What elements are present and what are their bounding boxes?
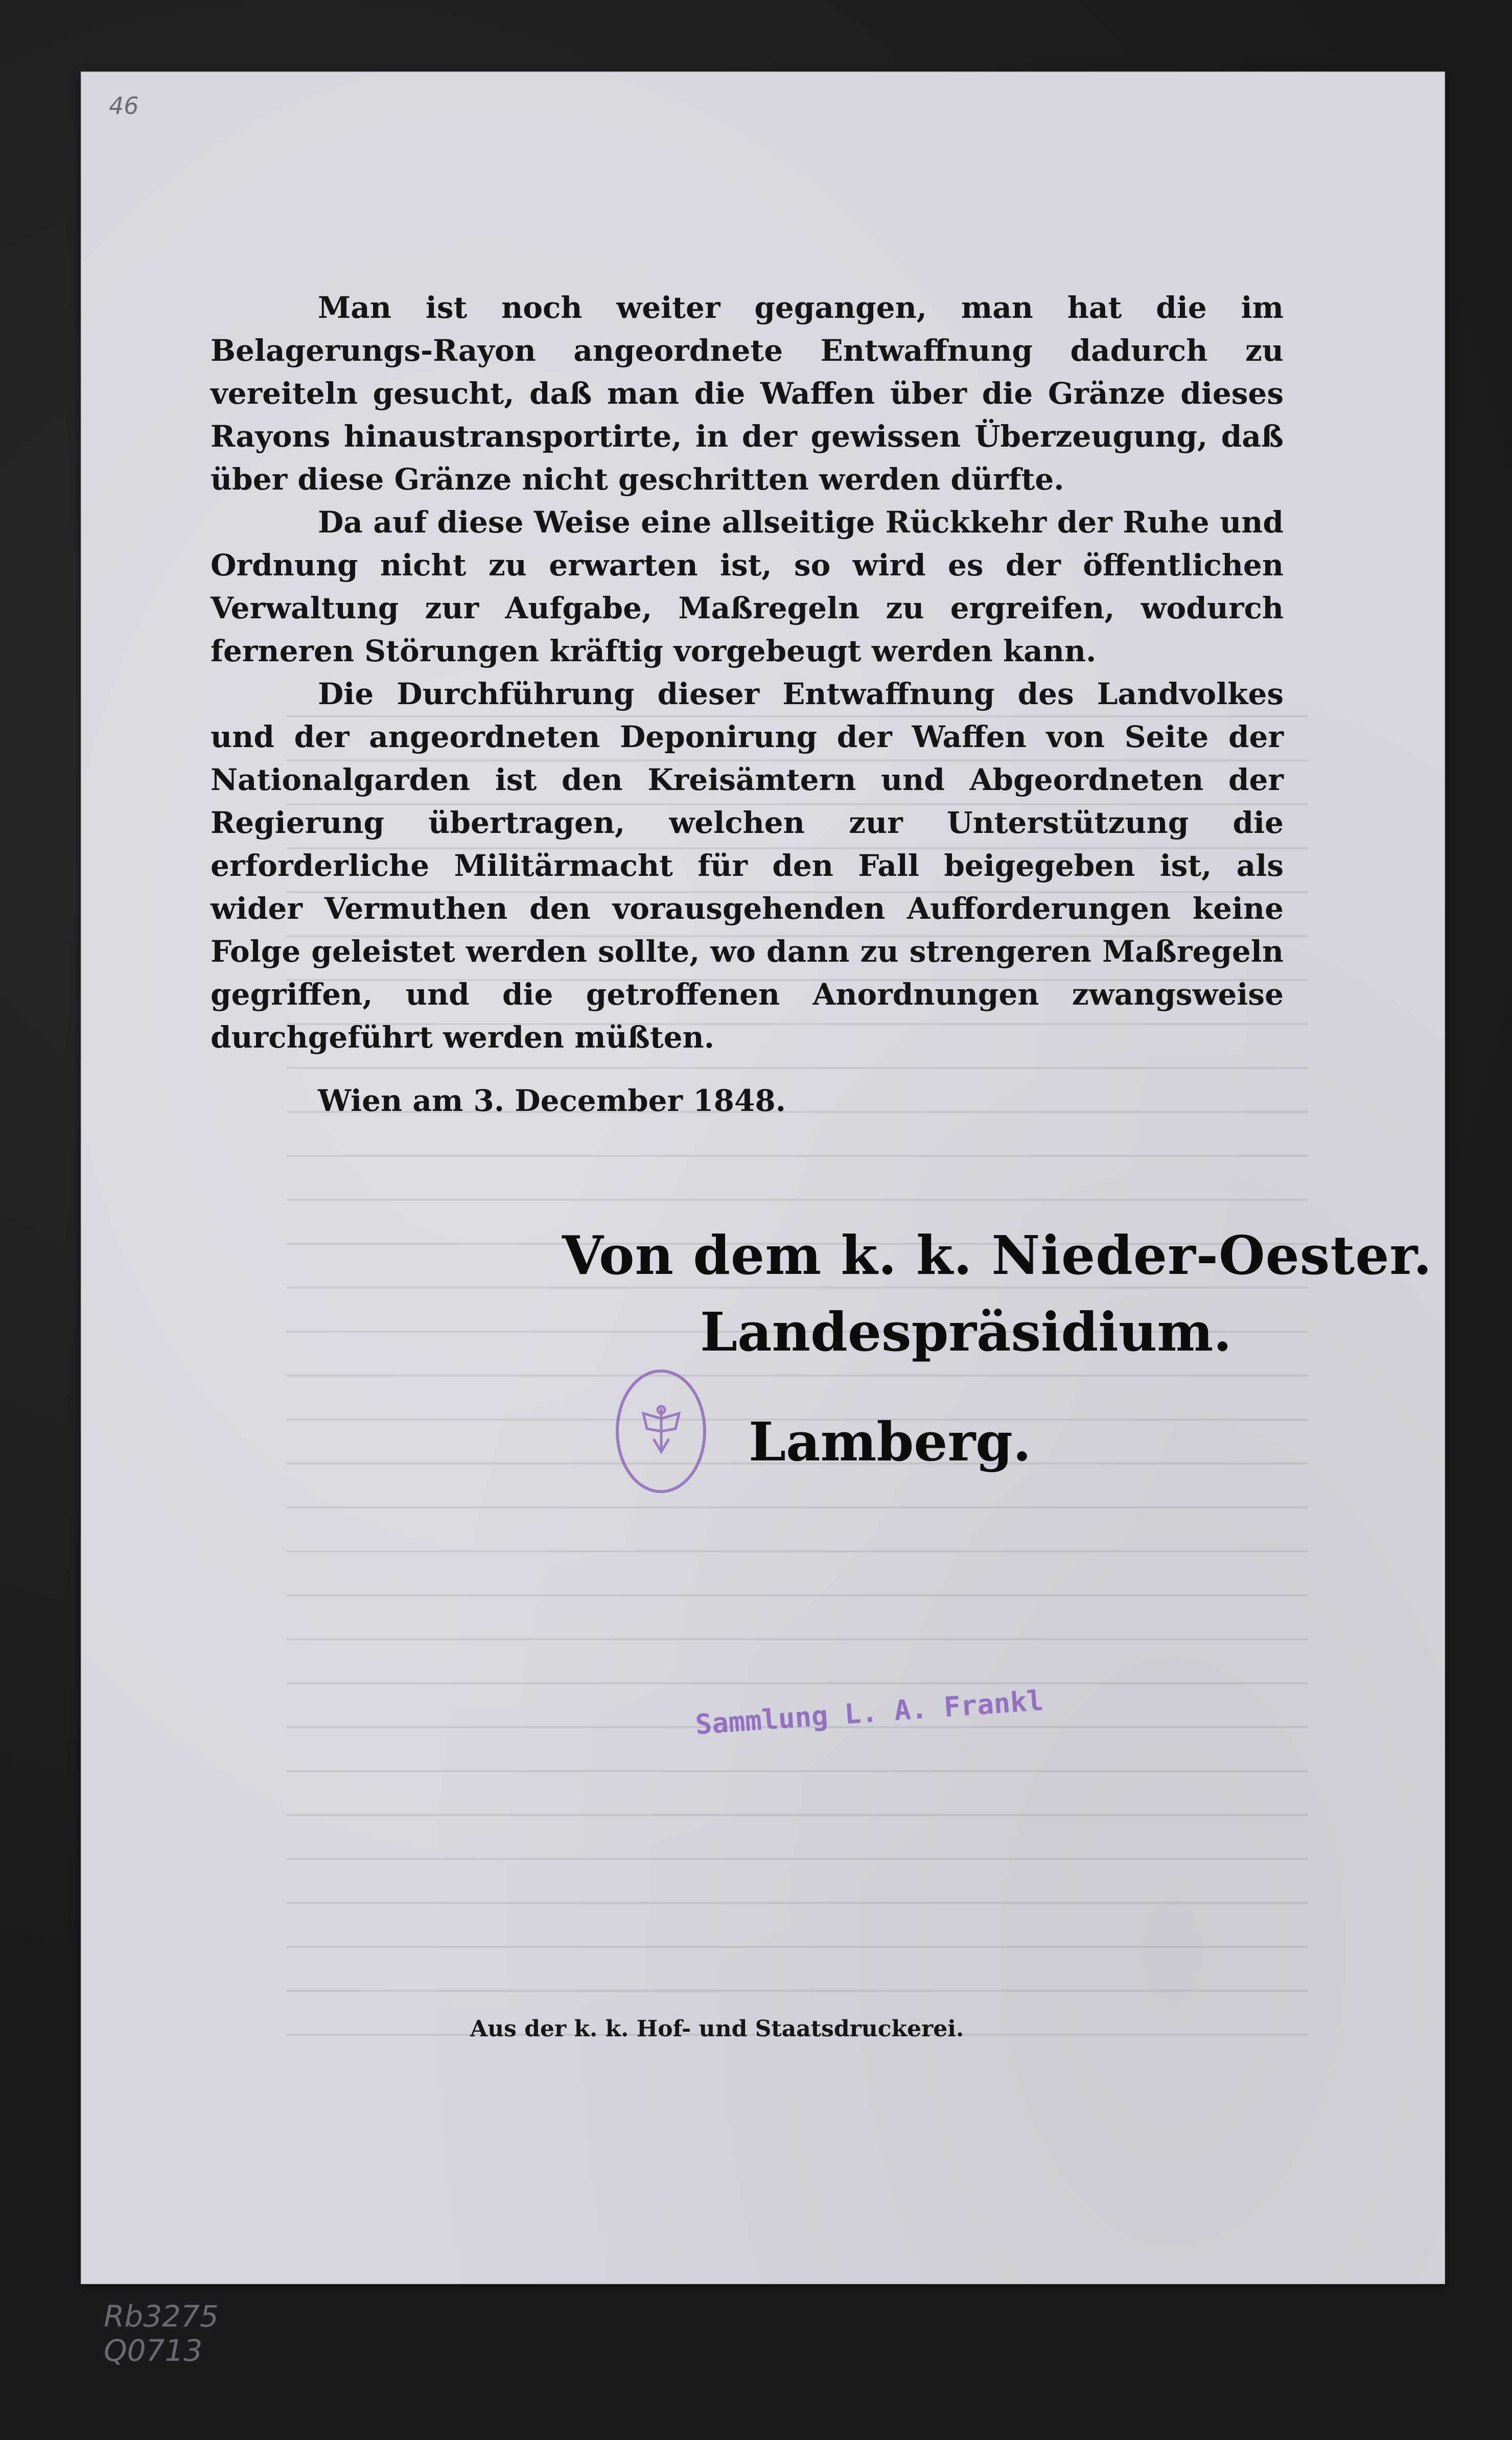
library-stamp (616, 1369, 706, 1493)
collection-stamp: Sammlung L. A. Frankl (694, 1684, 1045, 1741)
page-number: 46 (109, 92, 139, 120)
body-text (211, 286, 1284, 1059)
authority-line1: Von dem k. k. Nieder-Oester. (562, 1224, 1432, 1287)
eagle-icon (636, 1401, 687, 1462)
authority-line2: Landespräsidium. (700, 1300, 1232, 1363)
shelfmark (104, 2299, 219, 2368)
date-line: Wien am 3. December 1848. (318, 1083, 786, 1118)
shelfmark-line2: Q0713 (104, 2333, 203, 2368)
signer: Lamberg. (749, 1410, 1032, 1473)
paragraph: Die Durchführung dieser Entwaffnung des Landvolkes und der angeordneten Deponirung der Waffen von Seite der Nationalgarden ist den Kreisämtern und Abgeordneten der Regierung übertragen, welchen zur Unterstützung die erforderliche Militärmacht für den Fall beigegeben ist, als wider Vermuthen den vorausgehenden Aufforderungen keine Folge geleistet werden sollte, wo dann zu strengeren Maßregeln gegriffen, und die getroffenen Anordnungen zwangsweise durchgeführt werden müßten. (211, 677, 1284, 1055)
printer-imprint: Aus der k. k. Hof- und Staatsdruckerei. (470, 2016, 964, 2042)
paragraph: Da auf diese Weise eine allseitige Rückkehr der Ruhe und Ordnung nicht zu erwarten ist, so wird es der öffentlichen Verwaltung zur Aufgabe, Maßregeln zu ergreifen, wodurch ferneren Störungen kräftig vorgebeugt werden kann. (211, 505, 1284, 668)
paragraph: Man ist noch weiter gegangen, man hat die im Belagerungs-Rayon angeordnete Entwaffnung dadurch zu vereiteln gesucht, daß man die Waffen über die Gränze dieses Rayons hinaustransportirte, in der gewissen Überzeugung, daß über diese Gränze nicht geschritten werden dürfte. (211, 290, 1284, 497)
shelfmark-line1: Rb3275 (104, 2299, 219, 2334)
